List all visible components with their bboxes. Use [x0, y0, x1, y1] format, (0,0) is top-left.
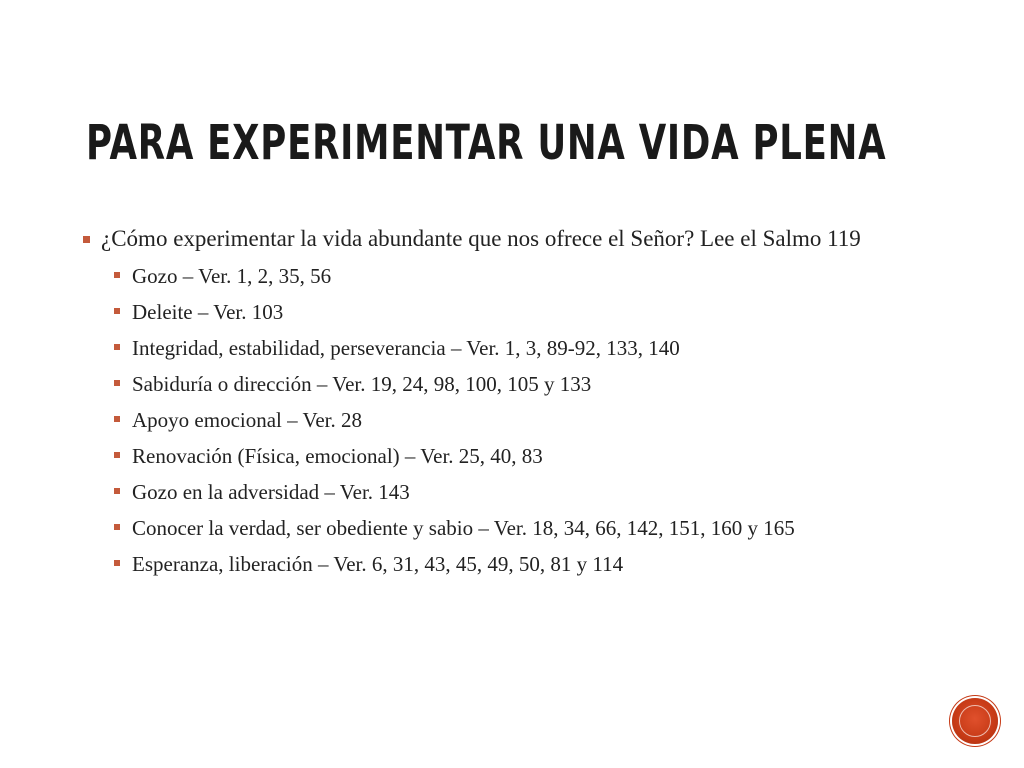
list-item: [80, 370, 940, 398]
square-bullet-icon: [114, 380, 120, 386]
list-item: [80, 262, 940, 290]
list-item: [80, 478, 940, 506]
list-item-text: Apoyo emocional – Ver. 28: [132, 408, 362, 432]
square-bullet-icon: [114, 452, 120, 458]
main-bullet: [80, 224, 940, 254]
list-item-text: Esperanza, liberación – Ver. 6, 31, 43, 45, 49, 50, 81 y 114: [132, 552, 624, 576]
nav-button-ring: [959, 705, 991, 737]
list-item-text: Integridad, estabilidad, perseverancia – Ver. 1, 3, 89-92, 133, 140: [132, 336, 680, 360]
list-item: [80, 550, 940, 578]
list-item-text: Renovación (Física, emocional) – Ver. 25, 40, 83: [132, 444, 543, 468]
list-item-text: Gozo – Ver. 1, 2, 35, 56: [132, 264, 332, 288]
list-item-text: Gozo en la adversidad – Ver. 143: [132, 480, 410, 504]
list-item-text: Sabiduría o dirección – Ver. 19, 24, 98, 100, 105 y 133: [132, 372, 592, 396]
list-item: [80, 298, 940, 326]
list-item-text: Deleite – Ver. 103: [132, 300, 284, 324]
list-item: [80, 442, 940, 470]
slide-content: [80, 224, 940, 578]
main-bullet-text: ¿Cómo experimentar la vida abundante que nos ofrece el Señor? Lee el Salmo 119: [101, 226, 861, 251]
square-bullet-icon: [114, 344, 120, 350]
list-item: [80, 334, 940, 362]
slide-title: PARA EXPERIMENTAR UNA VIDA PLENA: [86, 115, 887, 171]
square-bullet-icon: [114, 524, 120, 530]
square-bullet-icon: [114, 308, 120, 314]
list-item: [80, 514, 940, 542]
square-bullet-icon: [83, 236, 90, 243]
square-bullet-icon: [114, 488, 120, 494]
circle-nav-icon[interactable]: [952, 698, 998, 744]
square-bullet-icon: [114, 272, 120, 278]
list-item-text: Conocer la verdad, ser obediente y sabio – Ver. 18, 34, 66, 142, 151, 160 y 165: [132, 516, 795, 540]
square-bullet-icon: [114, 560, 120, 566]
square-bullet-icon: [114, 416, 120, 422]
list-item: [80, 406, 940, 434]
